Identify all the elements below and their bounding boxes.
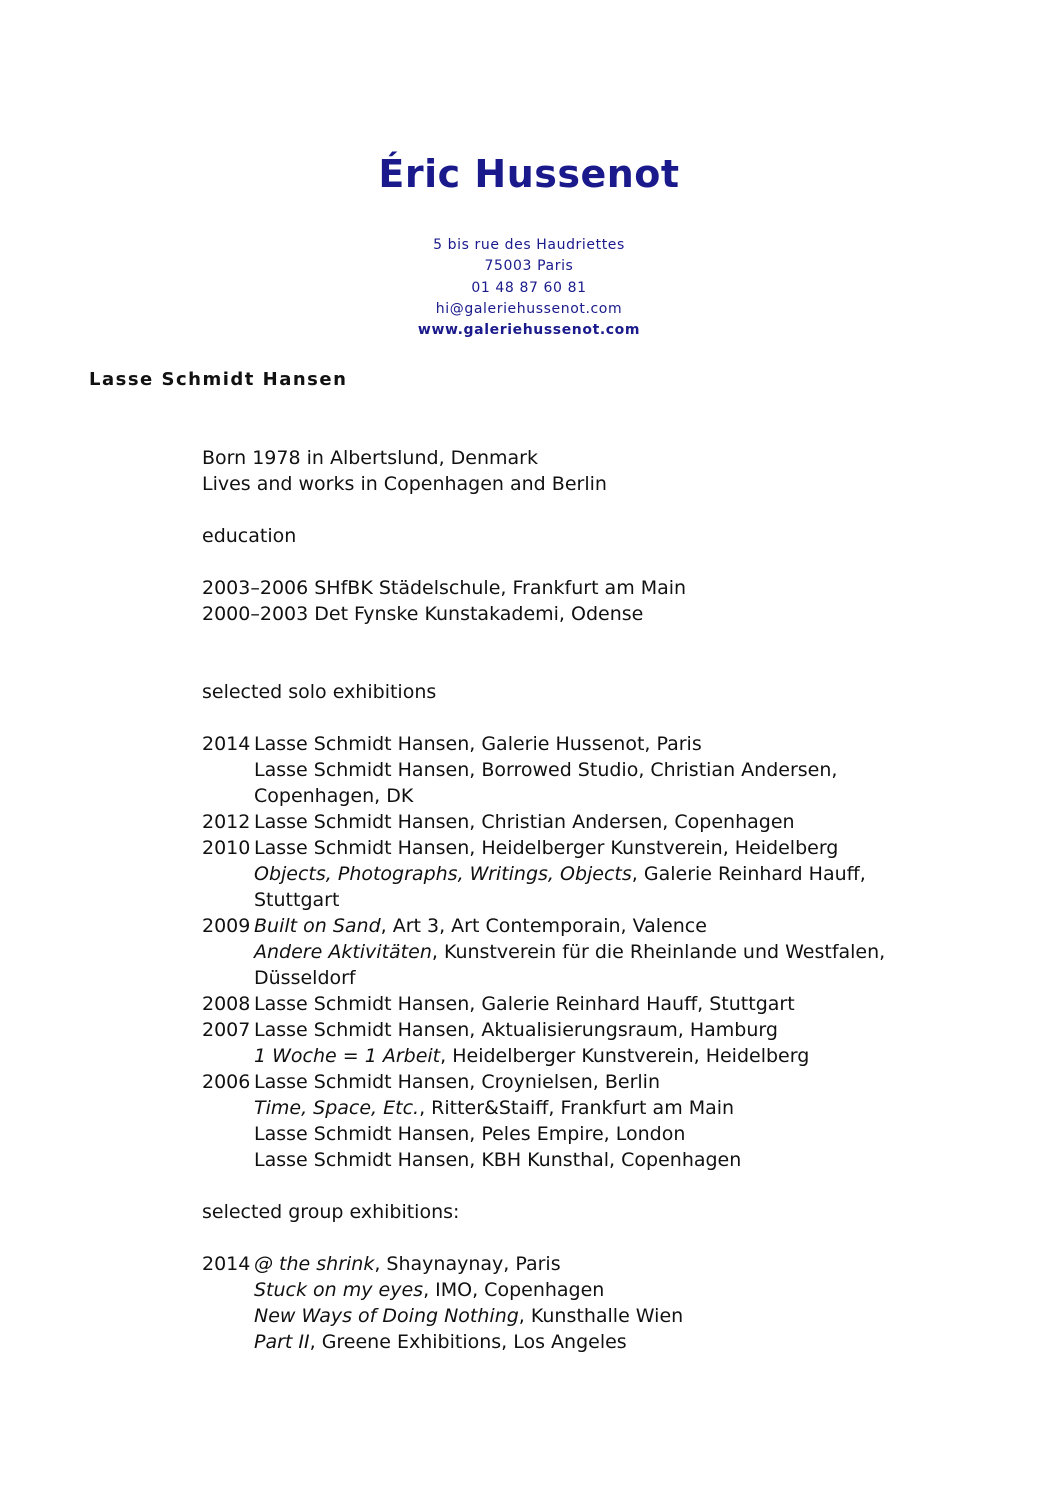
solo-year: 2006	[202, 1071, 251, 1093]
solo-entry	[202, 913, 962, 991]
exhibition-text: Copenhagen, DK	[254, 785, 414, 807]
exhibition-line	[254, 1069, 962, 1095]
exhibition-text: Lasse Schmidt Hansen, Galerie Reinhard Hauff, Stuttgart	[254, 993, 795, 1015]
solo-entry	[202, 991, 962, 1017]
exhibition-line	[254, 861, 962, 887]
education-heading: education	[202, 525, 297, 547]
exhibition-line	[254, 1329, 962, 1355]
address-line-2: 75003 Paris	[484, 258, 574, 275]
group-exhibitions-heading: selected group exhibitions:	[202, 1201, 460, 1223]
exhibition-line	[254, 1277, 962, 1303]
solo-year: 2010	[202, 837, 251, 859]
exhibition-text: , Greene Exhibitions, Los Angeles	[309, 1331, 627, 1353]
exhibition-text: , Kunsthalle Wien	[518, 1305, 684, 1327]
exhibition-line	[254, 1303, 962, 1329]
solo-year: 2007	[202, 1019, 251, 1041]
exhibition-text: , Heidelberger Kunstverein, Heidelberg	[440, 1045, 810, 1067]
solo-entry-lines	[254, 1017, 962, 1069]
education-item: 2000–2003 Det Fynske Kunstakademi, Odense	[202, 603, 644, 625]
exhibition-line	[254, 965, 962, 991]
exhibition-title: 1 Woche = 1 Arbeit	[254, 1045, 441, 1067]
exhibition-text: Düsseldorf	[254, 967, 356, 989]
exhibition-text: , Shaynaynay, Paris	[374, 1253, 561, 1275]
exhibition-text: , Art 3, Art Contemporain, Valence	[380, 915, 707, 937]
cv-content	[202, 445, 962, 1355]
exhibition-text: Lasse Schmidt Hansen, Christian Andersen, Copenhagen	[254, 811, 795, 833]
exhibition-text: Lasse Schmidt Hansen, Aktualisierungsraum, Hamburg	[254, 1019, 778, 1041]
website-link[interactable]: www.galeriehussenot.com	[417, 322, 641, 339]
exhibition-line	[254, 757, 962, 783]
exhibition-text: Lasse Schmidt Hansen, Peles Empire, London	[254, 1123, 686, 1145]
exhibition-title: New Ways of Doing Nothing	[254, 1305, 519, 1327]
birth-info: Born 1978 in Albertslund, Denmark	[202, 447, 538, 469]
address-line-1: 5 bis rue des Haudriettes	[433, 237, 625, 253]
exhibition-title: @ the shrink	[254, 1253, 375, 1275]
solo-entry-lines	[254, 1069, 962, 1173]
gallery-contact	[0, 235, 1058, 341]
exhibition-text: Lasse Schmidt Hansen, Croynielsen, Berlin	[254, 1071, 660, 1093]
solo-entry-lines	[254, 913, 962, 991]
exhibition-line	[254, 809, 962, 835]
solo-year: 2012	[202, 811, 251, 833]
exhibition-line	[254, 1121, 962, 1147]
exhibition-line	[254, 1017, 962, 1043]
solo-entry-lines	[254, 835, 962, 913]
residence-info: Lives and works in Copenhagen and Berlin	[202, 473, 607, 495]
exhibition-text: Lasse Schmidt Hansen, Heidelberger Kunstverein, Heidelberg	[254, 837, 839, 859]
solo-exhibitions-list	[202, 731, 962, 1173]
exhibition-text: , IMO, Copenhagen	[423, 1279, 605, 1301]
solo-entry	[202, 1069, 962, 1173]
phone-number: 01 48 87 60 81	[471, 279, 587, 296]
solo-entry-lines	[254, 809, 962, 835]
exhibition-title: Andere Aktivitäten	[254, 941, 432, 963]
artist-name: Lasse Schmidt Hansen	[89, 369, 348, 390]
exhibition-title: Objects, Photographs, Writings, Objects	[254, 863, 632, 885]
exhibition-line	[254, 731, 962, 757]
exhibition-line	[254, 887, 962, 913]
exhibition-line	[254, 783, 962, 809]
exhibition-line	[254, 1095, 962, 1121]
solo-entry	[202, 731, 962, 809]
exhibition-text: Lasse Schmidt Hansen, Borrowed Studio, Christian Andersen,	[254, 759, 838, 781]
exhibition-line	[254, 939, 962, 965]
email-address: hi@galeriehussenot.com	[435, 300, 623, 317]
exhibition-line	[254, 1251, 962, 1277]
group-entry-lines	[254, 1251, 962, 1355]
education-item: 2003–2006 SHfBK Städelschule, Frankfurt am Main	[202, 577, 687, 599]
exhibition-text: Lasse Schmidt Hansen, KBH Kunsthal, Copenhagen	[254, 1149, 742, 1171]
gallery-name: Éric Hussenot	[378, 152, 680, 196]
solo-year: 2009	[202, 915, 251, 937]
group-exhibitions-list	[202, 1251, 962, 1355]
solo-entry-lines	[254, 731, 962, 809]
group-year: 2014	[202, 1253, 251, 1275]
exhibition-text: , Galerie Reinhard Hauff,	[631, 863, 866, 885]
solo-entry	[202, 809, 962, 835]
exhibition-title: Time, Space, Etc.	[254, 1097, 420, 1119]
solo-entry-lines	[254, 991, 962, 1017]
exhibition-line	[254, 835, 962, 861]
exhibition-text: Stuttgart	[254, 889, 340, 911]
exhibition-line	[254, 991, 962, 1017]
solo-entry	[202, 1017, 962, 1069]
solo-exhibitions-heading: selected solo exhibitions	[202, 681, 437, 703]
exhibition-text: , Ritter&Staiff, Frankfurt am Main	[419, 1097, 735, 1119]
exhibition-line	[254, 1147, 962, 1173]
exhibition-line	[254, 1043, 962, 1069]
group-entry	[202, 1251, 962, 1355]
solo-year: 2014	[202, 733, 251, 755]
exhibition-title: Part II	[254, 1331, 310, 1353]
solo-entry	[202, 835, 962, 913]
exhibition-line	[254, 913, 962, 939]
solo-year: 2008	[202, 993, 251, 1015]
exhibition-text: Lasse Schmidt Hansen, Galerie Hussenot, Paris	[254, 733, 702, 755]
exhibition-title: Built on Sand	[254, 915, 381, 937]
exhibition-title: Stuck on my eyes	[254, 1279, 424, 1301]
exhibition-text: , Kunstverein für die Rheinlande und Westfalen,	[431, 941, 886, 963]
